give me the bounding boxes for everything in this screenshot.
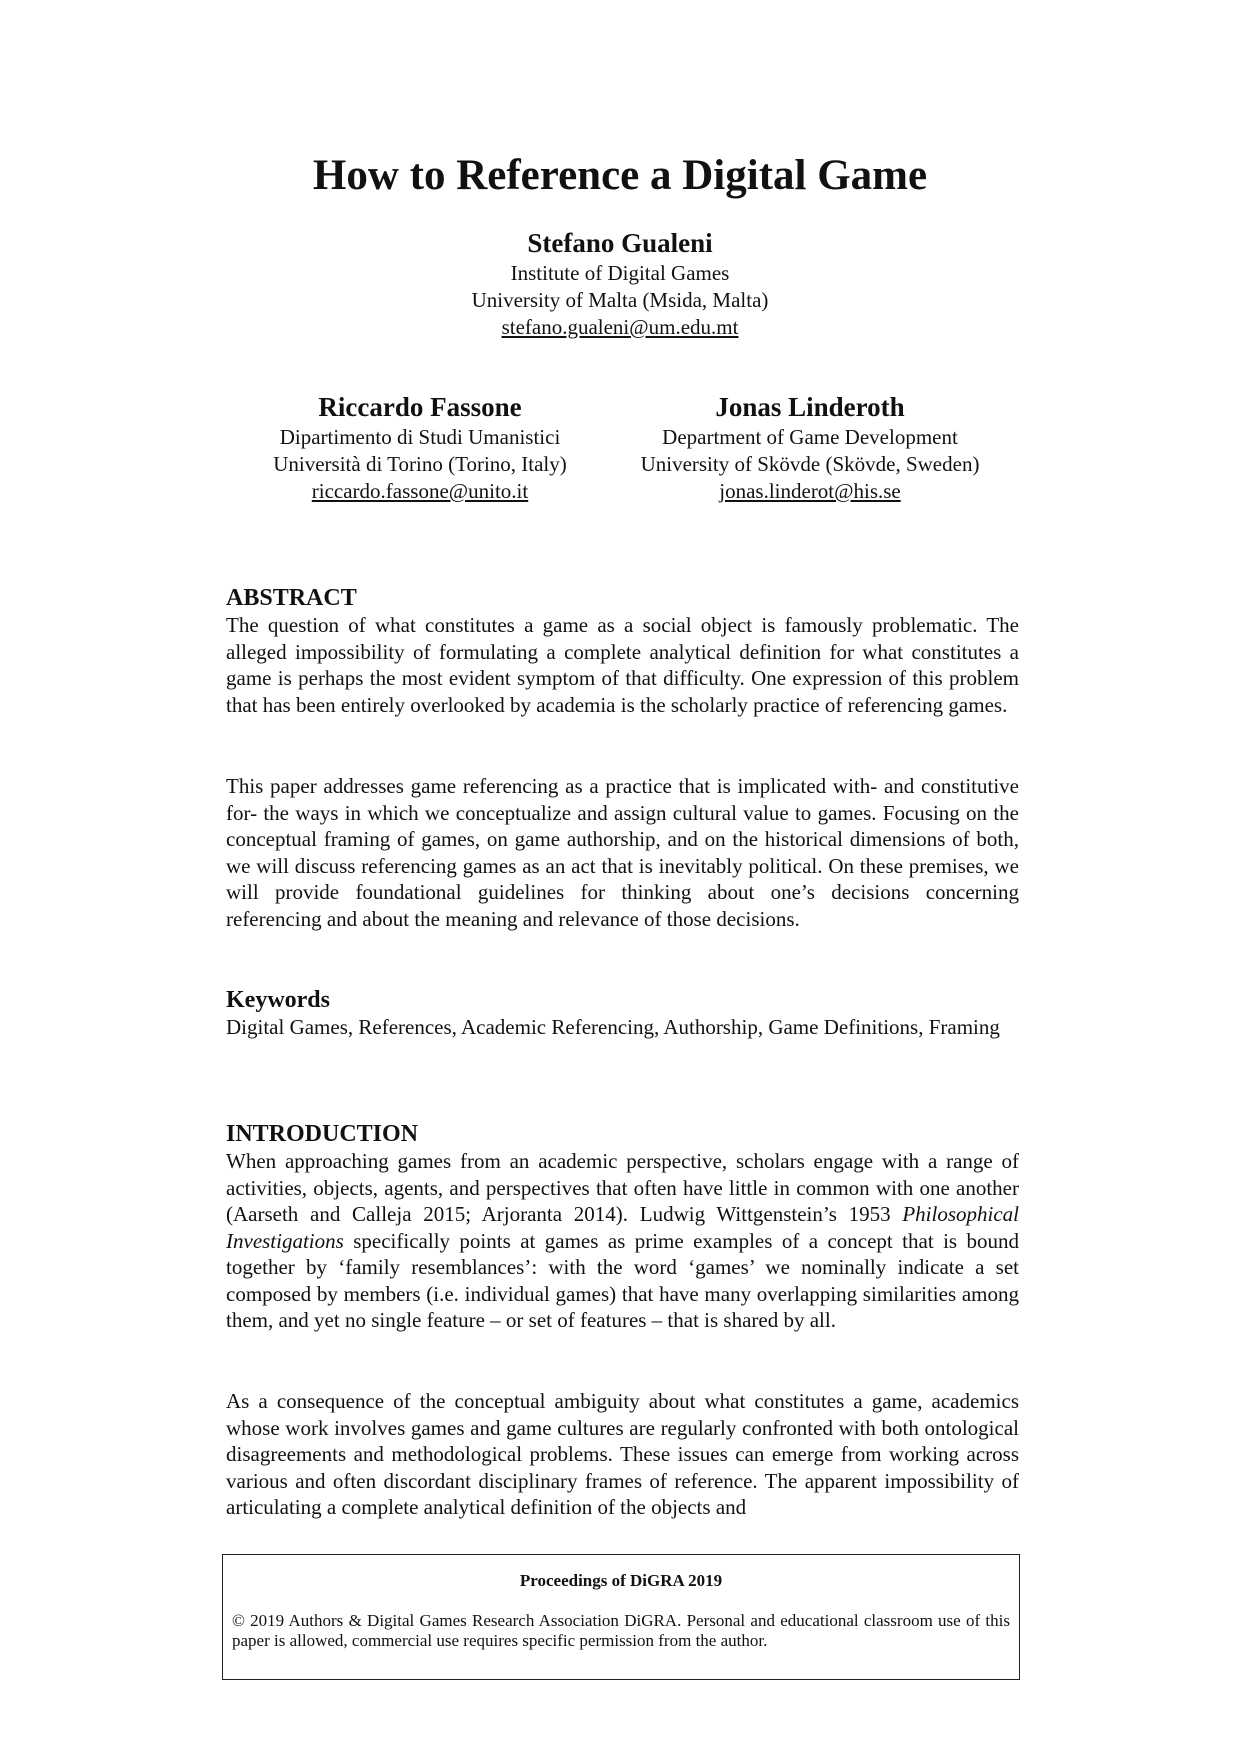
intro-text-segment: When approaching games from an academic perspective, scholars engage with a range of activities, objects, agents, and perspectives that often have little in common with one another (Aarseth and Calleja 2015; Arjoranta 2014). Ludwig Wittgenstein’s 1953	[226, 1149, 1019, 1226]
author-name: Riccardo Fassone	[318, 392, 522, 422]
keywords-text: Digital Games, References, Academic Referencing, Authorship, Game Definitions, Framing	[226, 1015, 1000, 1039]
proceedings-title: Proceedings of DiGRA 2019	[519, 1571, 723, 1590]
abstract-paragraph: The question of what constitutes a game as a social object is famously problematic. The alleged impossibility of formulating a complete analytical definition for what constitutes a game is perhaps the most evident symptom of that difficulty. One expression of this problem that has been entirely overlooked by academia is the scholarly practice of referencing games.	[226, 613, 1019, 717]
author-name: Jonas Linderoth	[715, 392, 905, 422]
author-affiliation: Dipartimento di Studi Umanistici	[279, 425, 561, 449]
author-block-fassone	[220, 390, 620, 505]
author-affiliation: University of Malta (Msida, Malta)	[471, 288, 769, 312]
author-email-link[interactable]: jonas.linderot@his.se	[719, 479, 901, 503]
intro-italic-title: Philosophical Investigations	[226, 1202, 1019, 1253]
proceedings-footer-box	[222, 1554, 1020, 1680]
author-affiliation: Department of Game Development	[662, 425, 958, 449]
introduction-paragraph: As a consequence of the conceptual ambiguity about what constitutes a game, academics whose work involves games and game cultures are regularly confronted with both ontological disagreements and methodological problems. These issues can emerge from working across various and often discordant disciplinary frames of reference. The apparent impossibility of articulating a complete analytical definition of the objects and	[226, 1389, 1019, 1519]
keywords-heading: Keywords	[226, 987, 330, 1013]
keywords-section	[226, 986, 1019, 1041]
introduction-section	[226, 1120, 1019, 1334]
author-affiliation: University of Skövde (Skövde, Sweden)	[640, 452, 980, 476]
abstract-section-continued	[226, 773, 1019, 932]
abstract-heading: ABSTRACT	[226, 585, 357, 611]
author-affiliation: Institute of Digital Games	[510, 261, 730, 285]
author-block-linderoth	[610, 390, 1010, 505]
introduction-heading: INTRODUCTION	[226, 1121, 419, 1147]
abstract-paragraph: This paper addresses game referencing as a practice that is implicated with- and constitutive for- the ways in which we conceptualize and assign cultural value to games. Focusing on the conceptual framing of games, on game authorship, and on the historical dimensions of both, we will discuss referencing games as an act that is inevitably political. On these premises, we will provide foundational guidelines for thinking about one’s decisions concerning referencing and about the meaning and relevance of those decisions.	[226, 774, 1019, 931]
author-email-link[interactable]: riccardo.fassone@unito.it	[311, 479, 529, 503]
author-name: Stefano Gualeni	[527, 228, 713, 258]
copyright-notice: © 2019 Authors & Digital Games Research Association DiGRA. Personal and educational classroom use of this paper is allowed, commercial use requires specific permission from the author.	[232, 1611, 1010, 1650]
intro-text-segment: specifically points at games as prime examples of a concept that is bound together by ‘family resemblances’: with the word ‘games’ we nominally indicate a set composed by members (i.e. individual games) that have many overlapping similarities among them, and yet no single feature – or set of features – that is shared by all.	[226, 1228, 1019, 1332]
introduction-section-continued	[226, 1388, 1019, 1521]
author-block-gualeni	[370, 226, 870, 341]
author-email-link[interactable]: stefano.gualeni@um.edu.mt	[501, 315, 739, 339]
paper-title: How to Reference a Digital Game	[312, 152, 928, 199]
abstract-section	[226, 584, 1019, 718]
introduction-paragraph	[226, 1148, 1019, 1334]
author-affiliation: Università di Torino (Torino, Italy)	[273, 452, 567, 476]
